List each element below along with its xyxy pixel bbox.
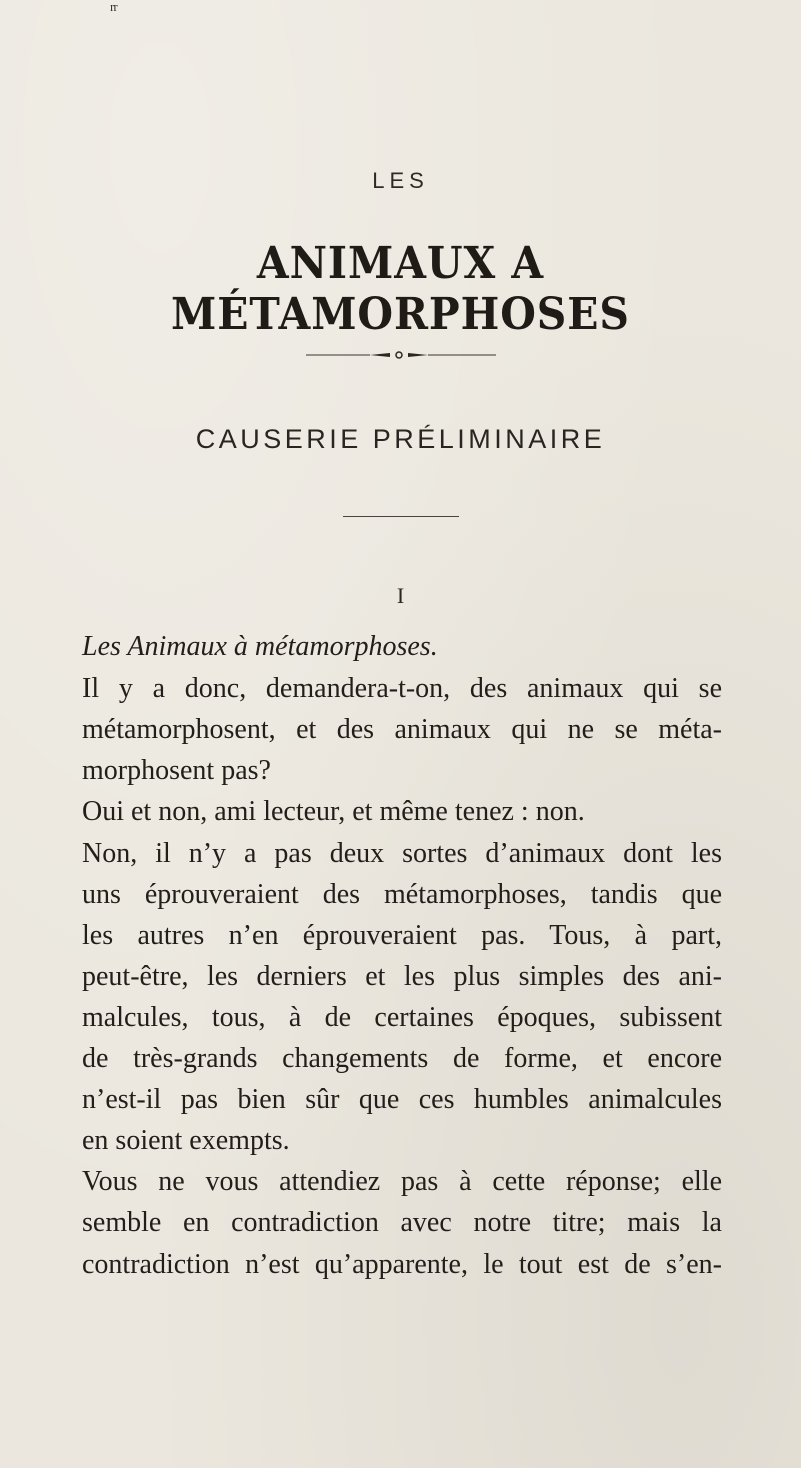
page-edge-mark: rr	[110, 0, 117, 14]
text-line: morphosent pas?	[82, 755, 271, 786]
text-line: Non, il n’y a pas deux sortes d’animaux dont les	[82, 838, 722, 869]
text-line: métamorphosent, et des animaux qui ne se méta-	[82, 714, 722, 745]
text-line: uns éprouveraient des métamorphoses, tandis que	[82, 879, 722, 910]
text-line: Il y a donc, demandera-t-on, des animaux qui se	[82, 673, 722, 704]
text-line: n’est-il pas bien sûr que ces humbles animalcules	[82, 1084, 722, 1115]
text-line: Oui et non, ami lecteur, et même tenez : non.	[82, 796, 585, 827]
text-line: Vous ne vous attendiez pas à cette réponse; elle	[82, 1166, 722, 1197]
text-line: contradiction n’est qu’apparente, le tout est de s’en-	[82, 1249, 722, 1280]
section-number: I	[396, 583, 405, 608]
divider-rule	[343, 516, 459, 517]
subtitle: CAUSERIE PRÉLIMINAIRE	[195, 424, 606, 454]
text-line: peut-être, les derniers et les plus simples des ani-	[82, 961, 722, 992]
title-kicker: LES	[372, 168, 429, 193]
section-heading: Les Animaux à métamorphoses.	[82, 631, 438, 662]
text-line: malcules, tous, à de certaines époques, subissent	[82, 1002, 722, 1033]
page-title: ANIMAUX A MÉTAMORPHOSES	[171, 238, 630, 340]
text-line: les autres n’en éprouveraient pas. Tous, à part,	[82, 920, 722, 951]
ornament-divider	[306, 350, 496, 360]
text-line: en soient exempts.	[82, 1125, 290, 1156]
text-line: semble en contradiction avec notre titre; mais la	[82, 1207, 722, 1238]
text-line: de très-grands changements de forme, et encore	[82, 1043, 722, 1074]
